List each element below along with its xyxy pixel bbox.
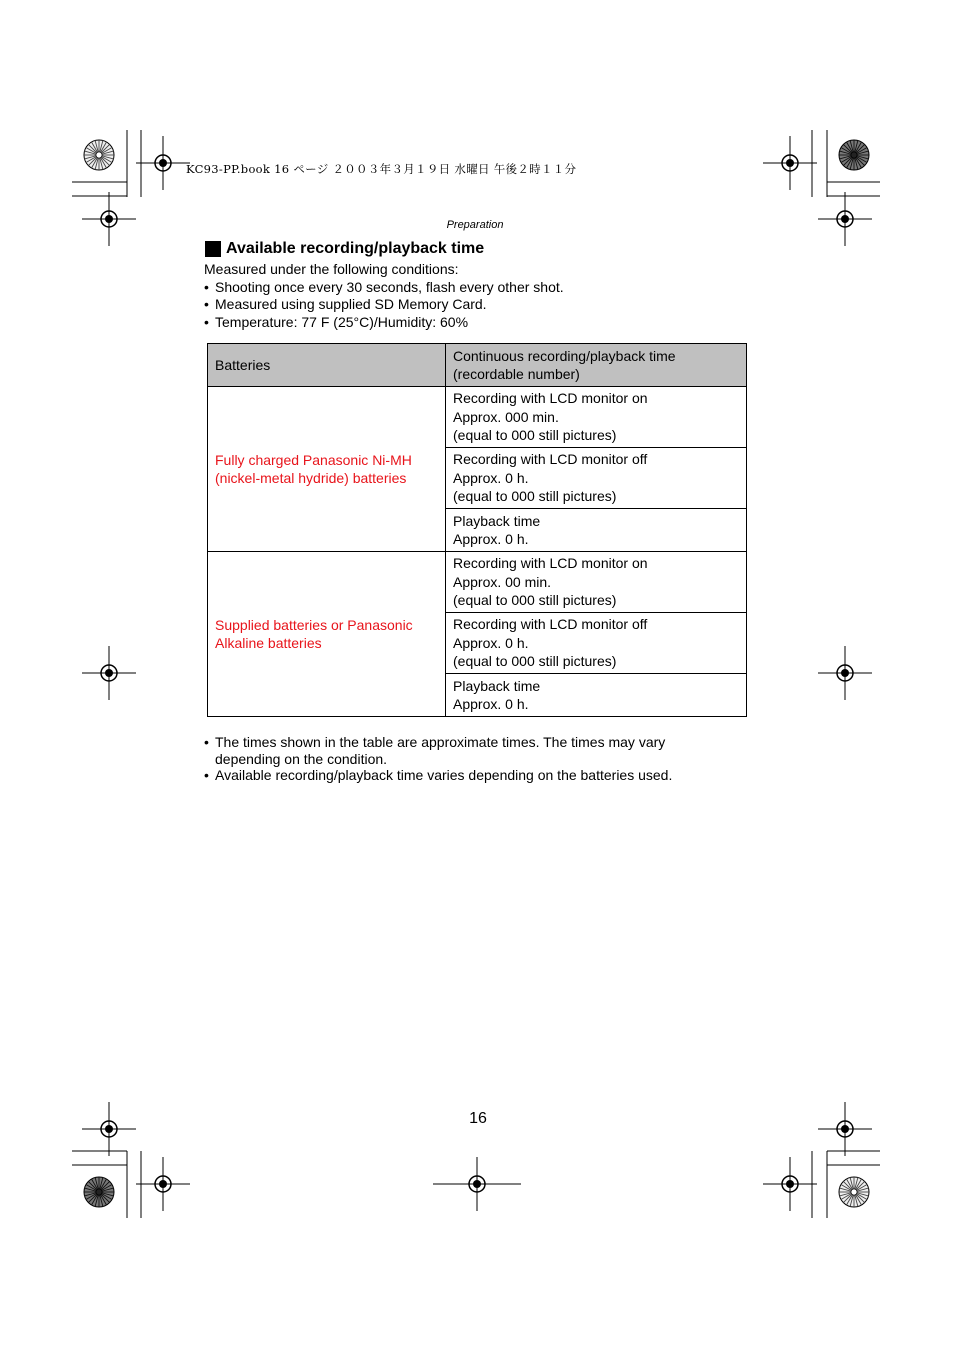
notes-block	[204, 734, 724, 784]
table-header-row	[208, 344, 747, 387]
heading-text: Available recording/playback time	[226, 240, 485, 257]
conditions-block	[204, 261, 564, 331]
wheel-hub	[851, 152, 857, 158]
condition-item: • Shooting once every 30 seconds, flash every other shot.	[204, 279, 564, 297]
header-batteries: Batteries	[208, 344, 446, 387]
conditions-lead: Measured under the following conditions:	[204, 261, 459, 277]
time-cell: Playback time Approx. 0 h.	[446, 674, 747, 717]
wheel-hub	[851, 1189, 857, 1195]
condition-item: • Temperature: 77 F (25°C)/Humidity: 60%	[204, 314, 564, 332]
heading-square-icon	[205, 241, 221, 257]
battery-time-table	[207, 343, 747, 717]
battery-type-alkaline: Supplied batteries or Panasonic Alkaline batteries	[208, 552, 446, 717]
wheel-hub	[96, 1189, 102, 1195]
registration-center	[786, 159, 794, 167]
note-item: • Available recording/playback time varies depending on the batteries used.	[204, 767, 724, 784]
time-cell: Playback time Approx. 0 h.	[446, 509, 747, 552]
battery-type-nimh: Fully charged Panasonic Ni-MH (nickel-metal hydride) batteries	[208, 387, 446, 552]
page-number: 16	[469, 1110, 487, 1127]
print-file-header: KC93-PP.book 16 ページ ２００３年３月１９日 水曜日 午後２時１１分	[186, 162, 577, 176]
wheel-hub	[96, 152, 102, 158]
table-row	[208, 387, 747, 448]
registration-center	[786, 1180, 794, 1188]
registration-center	[105, 669, 113, 677]
condition-item: • Measured using supplied SD Memory Card.	[204, 296, 564, 314]
note-item: • The times shown in the table are approximate times. The times may vary depending on the condition.	[204, 734, 724, 767]
section-heading	[205, 240, 484, 258]
section-label: Preparation	[446, 219, 504, 231]
time-cell: Recording with LCD monitor on Approx. 000 min. (equal to 000 still pictures)	[446, 387, 747, 448]
table-row	[208, 552, 747, 613]
registration-center	[159, 159, 167, 167]
time-cell: Recording with LCD monitor off Approx. 0 h. (equal to 000 still pictures)	[446, 613, 747, 674]
registration-center	[841, 669, 849, 677]
registration-center	[159, 1180, 167, 1188]
time-cell: Recording with LCD monitor on Approx. 00 min. (equal to 000 still pictures)	[446, 552, 747, 613]
time-cell: Recording with LCD monitor off Approx. 0 h. (equal to 000 still pictures)	[446, 448, 747, 509]
header-time: Continuous recording/playback time (recordable number)	[446, 344, 747, 387]
